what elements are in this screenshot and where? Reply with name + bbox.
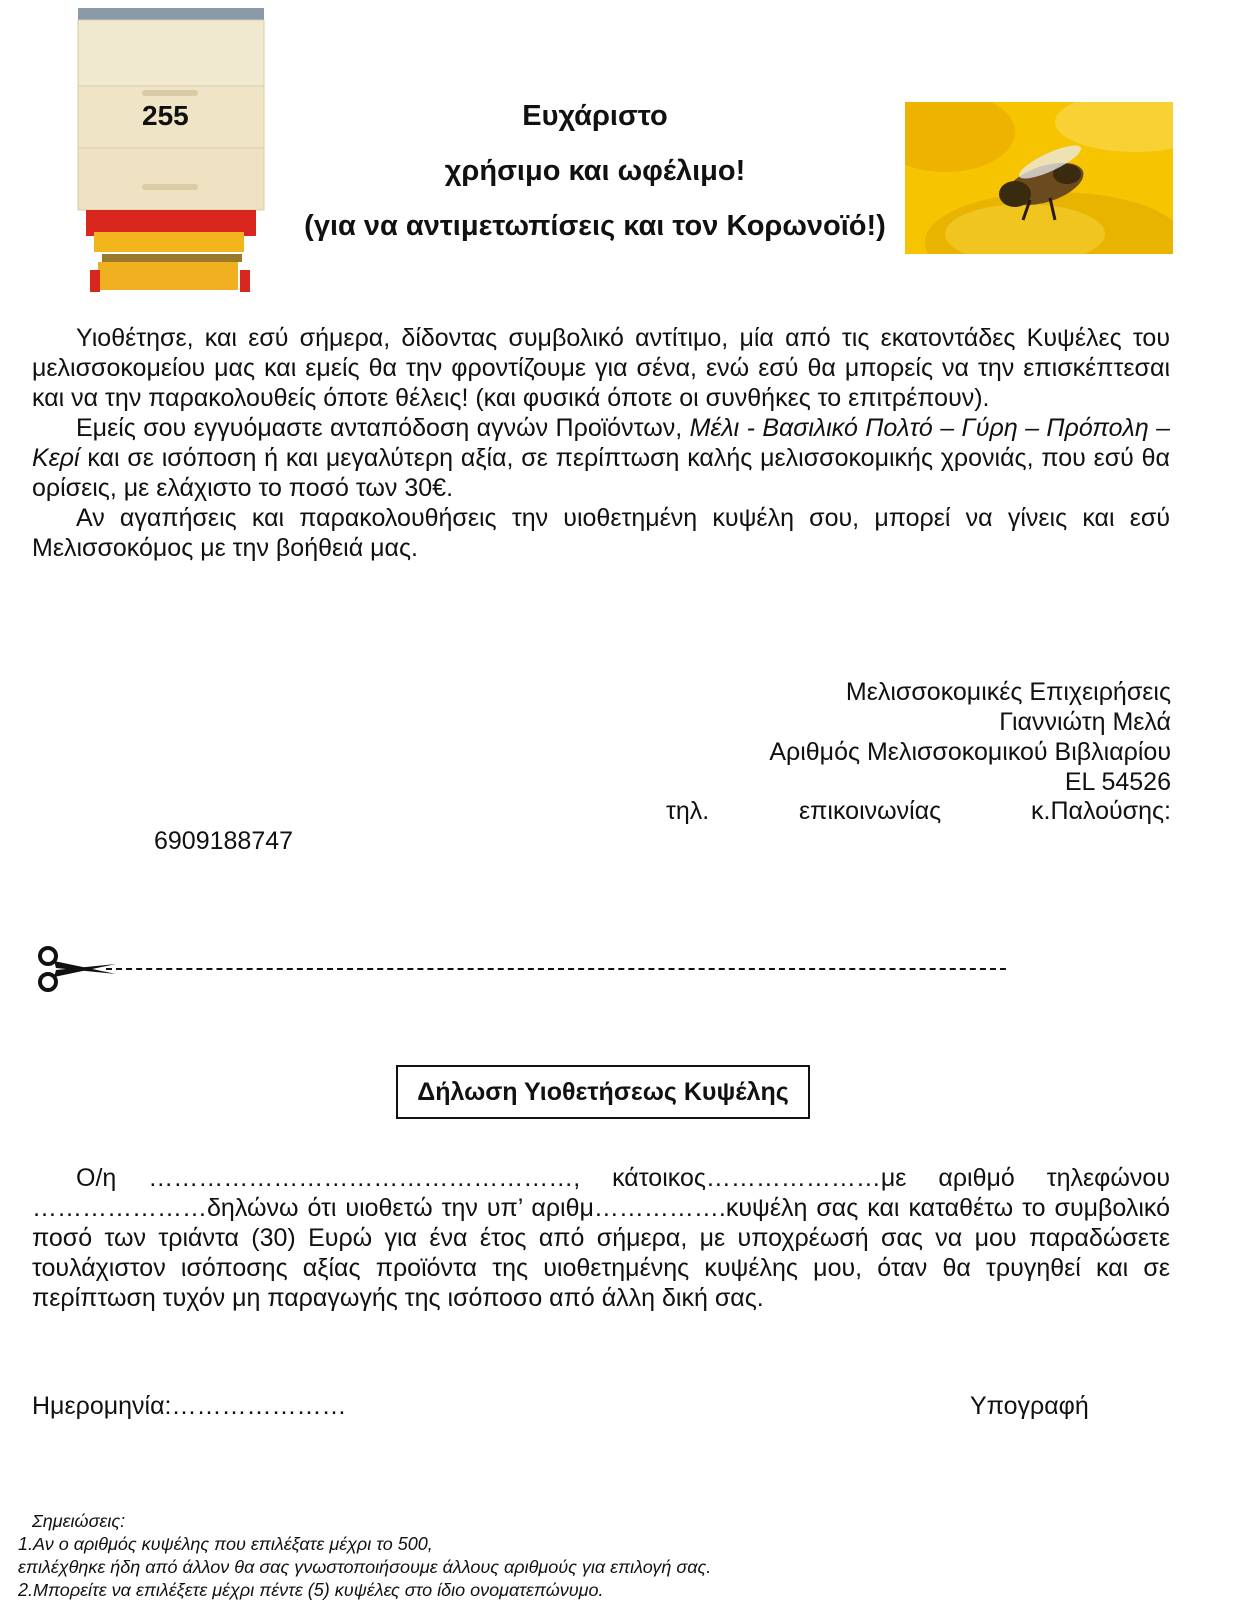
beehive-image (72, 8, 272, 298)
registry-label: Αριθμός Μελισσοκομικού Βιβλιαρίου (769, 738, 1171, 766)
company-signature (769, 677, 1171, 797)
declaration-paragraph: Ο/η ……………………………………………, κάτοικος…………………με αριθμό τηλεφώνου …………………δηλώνω ότι υιοθετώ την υπ’ αριθμ…………….κυψέλη σας και καταθέτω το συμβολικό ποσό των τριάντα (30) Ευρώ για ένα έτος από σήμερα, με υποχρέωσή σας να μου παραδώσετε τουλάχιστον ισόποσης αξίας προϊόντα της υιοθετημένης κυψέλης μου, όταν θα τρυγηθεί και σε περίπτωση τυχόν μη παραγωγής της ισόποσο από άλλη δική σας. (32, 1164, 1170, 1312)
contact-word-1: τηλ. (666, 797, 710, 825)
contact-word-2: επικοινωνίας (799, 797, 942, 825)
products-list: Μέλι - Βασιλικό Πολτό – Γύρη – Πρόπολη – Κερί (32, 414, 1170, 472)
page-title: Ευχάριστο (522, 100, 668, 132)
page-subtitle: χρήσιμο και ωφέλιμο! (444, 155, 746, 187)
page-tagline: (για να αντιμετωπίσεις και τον Κορωνοϊό!) (304, 210, 886, 242)
contact-line (666, 797, 1171, 826)
date-field: Ημερομηνία:………………… (32, 1392, 347, 1420)
intro-p2-end: και σε ισόποση ή και μεγαλύτερη αξία, σε περίπτωση καλής μελισσοκομικής χρονιάς, που εσύ θα ορίσεις, με ελάχιστο το ποσό των 30€. (32, 444, 1170, 502)
intro-paragraph-1: Υιοθέτησε, και εσύ σήμερα, δίδοντας συμβολικό αντίτιμο, μία από τις εκατοντάδες Κυψέλες του μελισσοκομείου μας και εμείς θα την φροντίζουμε για σένα, ενώ εσύ θα μπορείς να την επισκέπτεσαι και να την παρακολουθείς όποτε θέλεις! (και φυσικά όποτε οι συνθήκες το επιτρέπουν). (32, 324, 1170, 412)
intro-paragraph-2 (32, 413, 1170, 503)
notes-section (18, 1510, 711, 1602)
bee-sunflower-image (905, 102, 1173, 254)
notes-heading: Σημειώσεις: (32, 1511, 126, 1531)
cut-dashed-line (106, 968, 1006, 970)
intro-paragraph-3: Αν αγαπήσεις και παρακολουθήσεις την υιοθετημένη κυψέλη σου, μπορεί να γίνεις και εσύ Μελισσοκόμος με την βοήθειά μας. (32, 504, 1170, 562)
note-2: 2.Μπορείτε να επιλέξετε μέχρι πέντε (5) κυψέλες στο ίδιο ονοματεπώνυμο. (18, 1580, 604, 1600)
declaration-title: Δήλωση Υιοθετήσεως Κυψέλης (396, 1065, 810, 1119)
intro-p2-start: Εμείς σου εγγυόμαστε ανταπόδοση αγνών Προϊόντων, (76, 414, 690, 442)
intro-text (32, 323, 1170, 563)
contact-phone: 6909188747 (154, 827, 294, 855)
declaration-text (32, 1163, 1170, 1313)
owner-name: Γιαννιώτη Μελά (999, 708, 1171, 736)
note-1b: επιλέχθηκε ήδη από άλλον θα σας γνωστοποιήσουμε άλλους αριθμούς για επιλογή σας. (18, 1557, 712, 1577)
contact-word-3: κ.Παλούσης: (1031, 797, 1171, 825)
hive-number: 255 (142, 100, 189, 131)
note-1a: 1.Αν ο αριθμός κυψέλης που επιλέξατε μέχρι το 500, (18, 1534, 433, 1554)
signature-field: Υπογραφή (970, 1392, 1089, 1420)
registry-number: EL 54526 (1064, 768, 1171, 796)
company-name: Μελισσοκομικές Επιχειρήσεις (845, 678, 1171, 706)
